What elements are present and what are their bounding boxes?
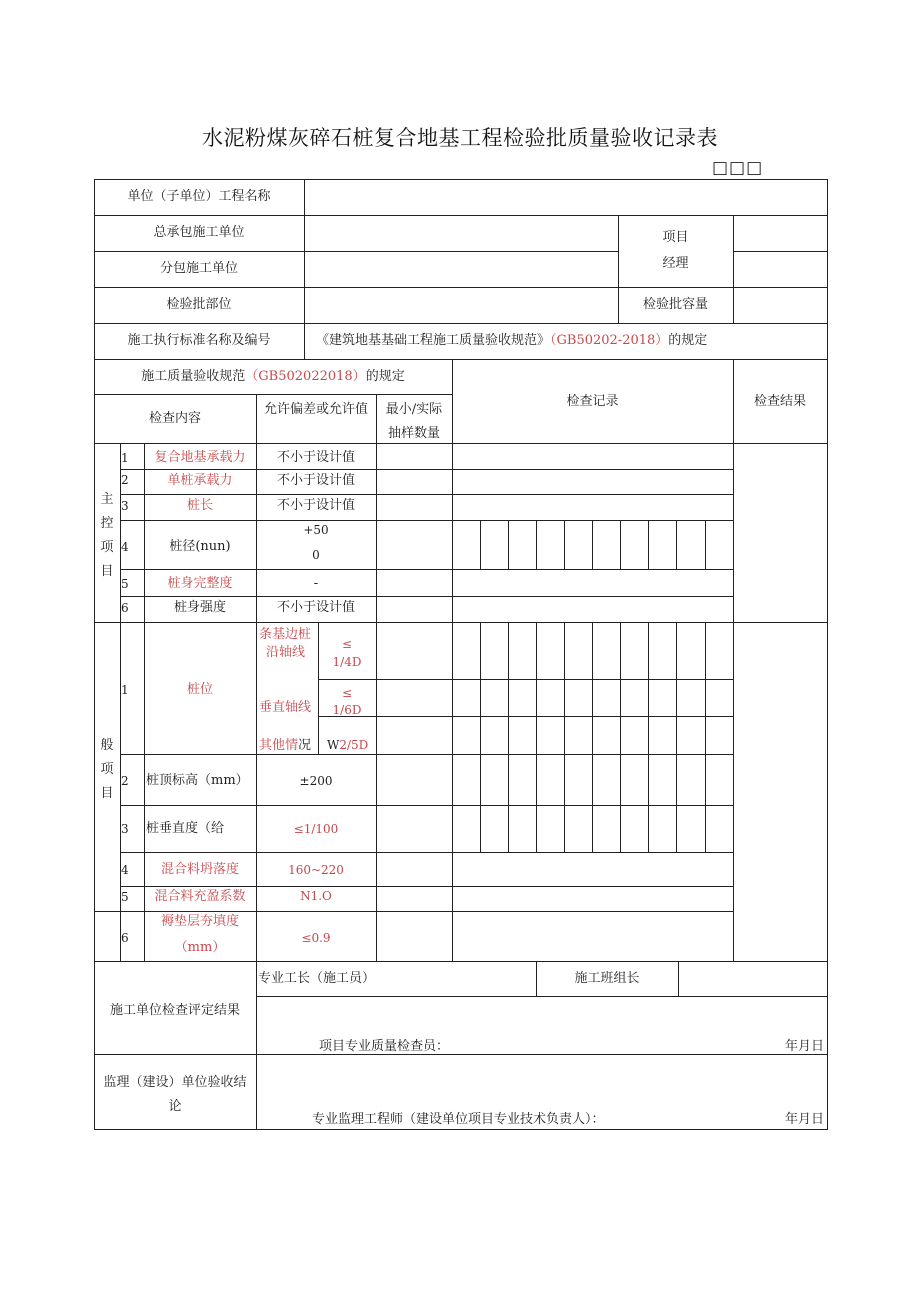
main-item-value: 不小于设计值 xyxy=(276,450,355,465)
sample-header-line1: 最小/实际 xyxy=(385,402,443,417)
standard-title: 《建筑地基基础工程施工质量验收规范》 xyxy=(316,333,551,348)
foreman-label: 专业工长（施工员） xyxy=(258,971,376,986)
date-1: 年月日 xyxy=(785,1039,825,1054)
inspection-part-label: 检验批部位 xyxy=(166,297,232,312)
sub3-name xyxy=(259,738,311,754)
main-item-name: 桩身完整度 xyxy=(167,576,233,591)
team-leader-label: 施工班组长 xyxy=(574,971,640,986)
general-item-name: 混合料坍落度 xyxy=(160,862,239,877)
main-item-value-line2: 0 xyxy=(312,548,320,562)
general-item-no: 6 xyxy=(121,931,129,945)
sub3-name-b: 况 xyxy=(298,738,312,753)
sub2-value-line2: 1/6D xyxy=(332,703,362,717)
record-header: 检查记录 xyxy=(566,394,619,409)
main-item-name: 桩径(nun) xyxy=(169,539,231,554)
main-item-no: 4 xyxy=(121,540,129,554)
main-group-label-4: 目 xyxy=(100,564,114,579)
general-group-label-1: 般 xyxy=(100,738,114,753)
general-item-no: 5 xyxy=(121,890,129,904)
general-item-value: 160~220 xyxy=(288,863,344,877)
page-title: 水泥粉煤灰碎石桩复合地基工程检验批质量验收记录表 xyxy=(202,126,718,150)
sub3-value xyxy=(327,737,368,753)
allowed-header: 允许偏差或允许值 xyxy=(263,402,368,417)
standard-code: （GB50202-2018） xyxy=(550,333,669,348)
sub3-name-a: 其他情 xyxy=(259,738,299,753)
general-group-label-2: 项 xyxy=(100,762,114,777)
sub1-value-line2: 1/4D xyxy=(332,655,362,669)
supervision-label-line2: 论 xyxy=(168,1099,182,1114)
main-group-label-2: 控 xyxy=(100,516,114,531)
general-item-name-line1: 褥垫层夯填度 xyxy=(160,914,239,929)
check-content-header: 检查内容 xyxy=(148,411,201,426)
manager-label-line2: 经理 xyxy=(662,256,689,271)
main-item-name: 单桩承载力 xyxy=(167,473,233,488)
supervision-label-line1: 监理（建设）单位验收结 xyxy=(103,1075,247,1090)
sub1-value-line1: ≤ xyxy=(341,637,353,651)
sub2-name: 垂直轴线 xyxy=(259,700,312,715)
standard-value xyxy=(316,333,707,349)
spec-header xyxy=(94,369,452,385)
main-item-no: 2 xyxy=(121,473,129,487)
sub1-name-line1: 条基边桩 xyxy=(259,627,312,642)
capacity-label: 检验批容量 xyxy=(642,297,708,312)
general-group-label-3: 目 xyxy=(100,786,114,801)
general-item-no: 3 xyxy=(121,822,129,836)
main-item-value: 不小于设计值 xyxy=(276,473,355,488)
main-group-label-1: 主 xyxy=(100,492,114,507)
main-item-value: - xyxy=(313,576,319,591)
main-item-value: 不小于设计值 xyxy=(276,600,355,615)
general-item-name: 混合料充盈系数 xyxy=(154,889,246,904)
standard-suffix: 的规定 xyxy=(668,333,708,348)
sub1-name-line2: 沿轴线 xyxy=(266,645,306,660)
general-item-no: 4 xyxy=(121,863,129,877)
sub3-value-b: 2/5D xyxy=(339,738,369,752)
supervisor-label: 专业监理工程师（建设单位项目专业技术负责人）： xyxy=(312,1112,605,1127)
project-name-label: 单位（子单位）工程名称 xyxy=(127,189,271,204)
general-item-no: 1 xyxy=(121,683,129,697)
general-item-no: 2 xyxy=(121,774,129,788)
general-item-value: ≤1/100 xyxy=(293,822,339,836)
general-item-name: 桩顶标高（mm） xyxy=(146,773,249,788)
sub3-value-a: W xyxy=(327,738,340,752)
general-item-name: 桩垂直度（给 xyxy=(146,821,225,836)
spec-suffix: 的规定 xyxy=(365,369,405,384)
general-item-name-line2: （mm） xyxy=(174,940,226,955)
general-item-value: ±200 xyxy=(299,774,333,788)
main-item-name: 复合地基承载力 xyxy=(154,450,246,465)
main-item-value: 不小于设计值 xyxy=(276,498,355,513)
general-item-value: ≤0.9 xyxy=(301,931,331,945)
sub2-value-line1: ≤ xyxy=(341,686,353,700)
main-item-name: 桩身强度 xyxy=(173,600,226,615)
sub-contractor-label: 分包施工单位 xyxy=(159,261,238,276)
construction-result-label: 施工单位检查评定结果 xyxy=(109,1003,240,1018)
date-2: 年月日 xyxy=(785,1112,825,1127)
quality-inspector-label: 项目专业质量检查员： xyxy=(319,1039,450,1054)
main-item-no: 6 xyxy=(121,601,129,615)
main-item-no: 3 xyxy=(121,499,129,513)
spec-prefix: 施工质量验收规范 xyxy=(141,369,246,384)
spec-code: （GB502022018） xyxy=(245,369,366,384)
main-item-name: 桩长 xyxy=(186,498,213,513)
general-contractor-label: 总承包施工单位 xyxy=(153,225,245,240)
sample-header-line2: 抽样数量 xyxy=(387,426,440,441)
manager-label-line1: 项目 xyxy=(662,230,689,245)
main-group-label-3: 项 xyxy=(100,540,114,555)
form-code: □□□ xyxy=(712,158,764,178)
standard-label: 施工执行标准名称及编号 xyxy=(127,333,271,348)
general-item-value: N1.O xyxy=(300,889,332,903)
main-item-no: 5 xyxy=(121,577,129,591)
result-header: 检查结果 xyxy=(753,394,806,409)
general-item-name: 桩位 xyxy=(186,682,213,697)
main-item-no: 1 xyxy=(121,451,129,465)
main-item-value-line1: +50 xyxy=(303,523,329,537)
